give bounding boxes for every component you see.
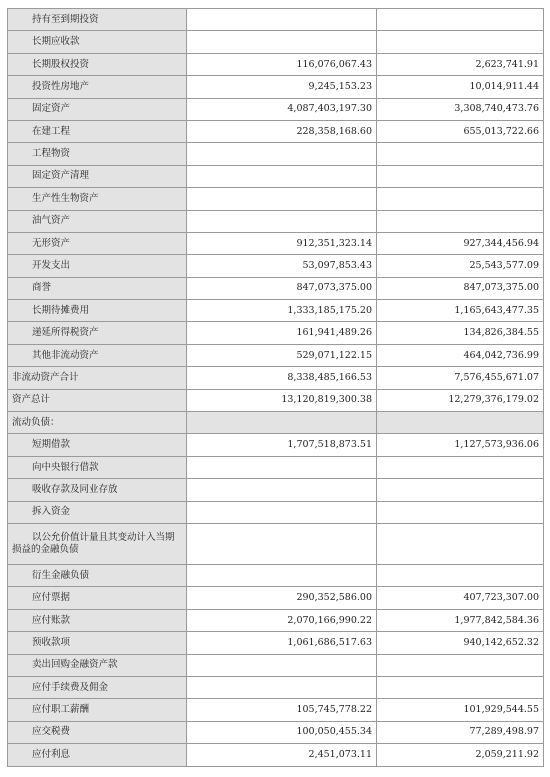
table-row bbox=[8, 587, 544, 609]
prior-period-value: 101,929,544.55 bbox=[377, 699, 544, 721]
current-period-value: 228,358,168.60 bbox=[187, 120, 377, 142]
row-label: 投资性房地产 bbox=[8, 76, 187, 98]
row-label: 短期借款 bbox=[8, 434, 187, 456]
prior-period-value: 134,826,384.55 bbox=[377, 322, 544, 344]
table-row bbox=[8, 367, 544, 389]
current-period-value: 161,941,489.26 bbox=[187, 322, 377, 344]
table-row bbox=[8, 210, 544, 232]
row-label: 应付利息 bbox=[8, 744, 187, 766]
table-row bbox=[8, 609, 544, 631]
row-label: 生产性生物资产 bbox=[8, 188, 187, 210]
prior-period-value: 1,165,643,477.35 bbox=[377, 300, 544, 322]
table-row bbox=[8, 98, 544, 120]
current-period-value bbox=[187, 188, 377, 210]
current-period-value bbox=[187, 165, 377, 187]
current-period-value: 116,076,067.43 bbox=[187, 53, 377, 75]
prior-period-value: 12,279,376,179.02 bbox=[377, 389, 544, 411]
table-row bbox=[8, 479, 544, 501]
table-row bbox=[8, 322, 544, 344]
table-row bbox=[8, 120, 544, 142]
row-label: 拆入资金 bbox=[8, 501, 187, 523]
prior-period-value: 2,623,741.91 bbox=[377, 53, 544, 75]
current-period-value: 9,245,153.23 bbox=[187, 76, 377, 98]
table-row bbox=[8, 501, 544, 523]
prior-period-value bbox=[377, 188, 544, 210]
current-period-value: 529,071,122.15 bbox=[187, 344, 377, 366]
row-label: 商誉 bbox=[8, 277, 187, 299]
balance-sheet-body bbox=[8, 9, 544, 767]
table-row bbox=[8, 9, 544, 31]
current-period-value bbox=[187, 654, 377, 676]
table-row bbox=[8, 389, 544, 411]
row-label: 应付账款 bbox=[8, 609, 187, 631]
current-period-value bbox=[187, 31, 377, 53]
balance-sheet-table bbox=[7, 8, 544, 767]
current-period-value bbox=[187, 479, 377, 501]
prior-period-value: 927,344,456.94 bbox=[377, 232, 544, 254]
row-label: 应交税费 bbox=[8, 721, 187, 743]
row-label: 在建工程 bbox=[8, 120, 187, 142]
current-period-value: 8,338,485,166.53 bbox=[187, 367, 377, 389]
table-row bbox=[8, 654, 544, 676]
current-period-value bbox=[187, 523, 377, 564]
table-row bbox=[8, 76, 544, 98]
row-label: 以公允价值计量且其变动计入当期损益的金融负债 bbox=[8, 523, 187, 564]
current-period-value bbox=[187, 676, 377, 698]
current-period-value: 290,352,586.00 bbox=[187, 587, 377, 609]
current-period-value: 847,073,375.00 bbox=[187, 277, 377, 299]
row-label: 吸收存款及同业存放 bbox=[8, 479, 187, 501]
prior-period-value bbox=[377, 143, 544, 165]
table-row bbox=[8, 676, 544, 698]
table-row bbox=[8, 434, 544, 456]
current-period-value: 1,061,686,517.63 bbox=[187, 632, 377, 654]
current-period-value bbox=[187, 501, 377, 523]
current-period-value: 2,451,073.11 bbox=[187, 744, 377, 766]
table-row bbox=[8, 188, 544, 210]
table-row bbox=[8, 744, 544, 766]
row-label: 预收款项 bbox=[8, 632, 187, 654]
row-label: 资产总计 bbox=[8, 389, 187, 411]
prior-period-value bbox=[377, 676, 544, 698]
row-label: 卖出回购金融资产款 bbox=[8, 654, 187, 676]
prior-period-value bbox=[377, 654, 544, 676]
prior-period-value: 25,543,577.09 bbox=[377, 255, 544, 277]
current-period-value bbox=[187, 9, 377, 31]
prior-period-value bbox=[377, 523, 544, 564]
table-row bbox=[8, 165, 544, 187]
prior-period-value bbox=[377, 9, 544, 31]
prior-period-value bbox=[377, 479, 544, 501]
table-row bbox=[8, 255, 544, 277]
table-row bbox=[8, 232, 544, 254]
row-label: 开发支出 bbox=[8, 255, 187, 277]
table-row bbox=[8, 456, 544, 478]
row-label: 应付职工薪酬 bbox=[8, 699, 187, 721]
table-row bbox=[8, 699, 544, 721]
row-label: 其他非流动资产 bbox=[8, 344, 187, 366]
row-label: 流动负债： bbox=[8, 412, 187, 434]
table-row bbox=[8, 277, 544, 299]
prior-period-value: 464,042,736.99 bbox=[377, 344, 544, 366]
current-period-value: 53,097,853.43 bbox=[187, 255, 377, 277]
table-row bbox=[8, 632, 544, 654]
table-row bbox=[8, 344, 544, 366]
table-row bbox=[8, 412, 544, 434]
current-period-value: 1,333,185,175.20 bbox=[187, 300, 377, 322]
row-label: 长期待摊费用 bbox=[8, 300, 187, 322]
row-label: 油气资产 bbox=[8, 210, 187, 232]
table-row bbox=[8, 53, 544, 75]
row-label: 非流动资产合计 bbox=[8, 367, 187, 389]
prior-period-value: 407,723,307.00 bbox=[377, 587, 544, 609]
prior-period-value bbox=[377, 501, 544, 523]
row-label: 应付手续费及佣金 bbox=[8, 676, 187, 698]
prior-period-value: 1,127,573,936.06 bbox=[377, 434, 544, 456]
prior-period-value: 847,073,375.00 bbox=[377, 277, 544, 299]
current-period-value: 105,745,778.22 bbox=[187, 699, 377, 721]
prior-period-value bbox=[377, 165, 544, 187]
prior-period-value bbox=[377, 210, 544, 232]
table-row bbox=[8, 300, 544, 322]
prior-period-value: 3,308,740,473.76 bbox=[377, 98, 544, 120]
table-row bbox=[8, 31, 544, 53]
prior-period-value bbox=[377, 456, 544, 478]
current-period-value: 13,120,819,300.38 bbox=[187, 389, 377, 411]
prior-period-value bbox=[377, 31, 544, 53]
current-period-value: 4,087,403,197.30 bbox=[187, 98, 377, 120]
row-label: 固定资产清理 bbox=[8, 165, 187, 187]
table-row bbox=[8, 523, 544, 564]
prior-period-value: 2,059,211.92 bbox=[377, 744, 544, 766]
prior-period-value: 7,576,455,671.07 bbox=[377, 367, 544, 389]
row-label: 应付票据 bbox=[8, 587, 187, 609]
row-label: 长期应收款 bbox=[8, 31, 187, 53]
table-row bbox=[8, 721, 544, 743]
current-period-value bbox=[187, 210, 377, 232]
current-period-value: 912,351,323.14 bbox=[187, 232, 377, 254]
row-label: 衍生金融负债 bbox=[8, 564, 187, 586]
current-period-value: 2,070,166,990.22 bbox=[187, 609, 377, 631]
row-label: 向中央银行借款 bbox=[8, 456, 187, 478]
row-label: 持有至到期投资 bbox=[8, 9, 187, 31]
row-label: 长期股权投资 bbox=[8, 53, 187, 75]
prior-period-value bbox=[377, 564, 544, 586]
row-label: 固定资产 bbox=[8, 98, 187, 120]
prior-period-value bbox=[377, 412, 544, 434]
current-period-value bbox=[187, 456, 377, 478]
prior-period-value: 10,014,911.44 bbox=[377, 76, 544, 98]
prior-period-value: 1,977,842,584.36 bbox=[377, 609, 544, 631]
table-row bbox=[8, 564, 544, 586]
current-period-value bbox=[187, 143, 377, 165]
prior-period-value: 940,142,652.32 bbox=[377, 632, 544, 654]
table-row bbox=[8, 143, 544, 165]
row-label: 工程物资 bbox=[8, 143, 187, 165]
current-period-value: 1,707,518,873.51 bbox=[187, 434, 377, 456]
current-period-value bbox=[187, 564, 377, 586]
current-period-value: 100,050,455.34 bbox=[187, 721, 377, 743]
current-period-value bbox=[187, 412, 377, 434]
prior-period-value: 77,289,498.97 bbox=[377, 721, 544, 743]
row-label: 递延所得税资产 bbox=[8, 322, 187, 344]
row-label: 无形资产 bbox=[8, 232, 187, 254]
prior-period-value: 655,013,722.66 bbox=[377, 120, 544, 142]
